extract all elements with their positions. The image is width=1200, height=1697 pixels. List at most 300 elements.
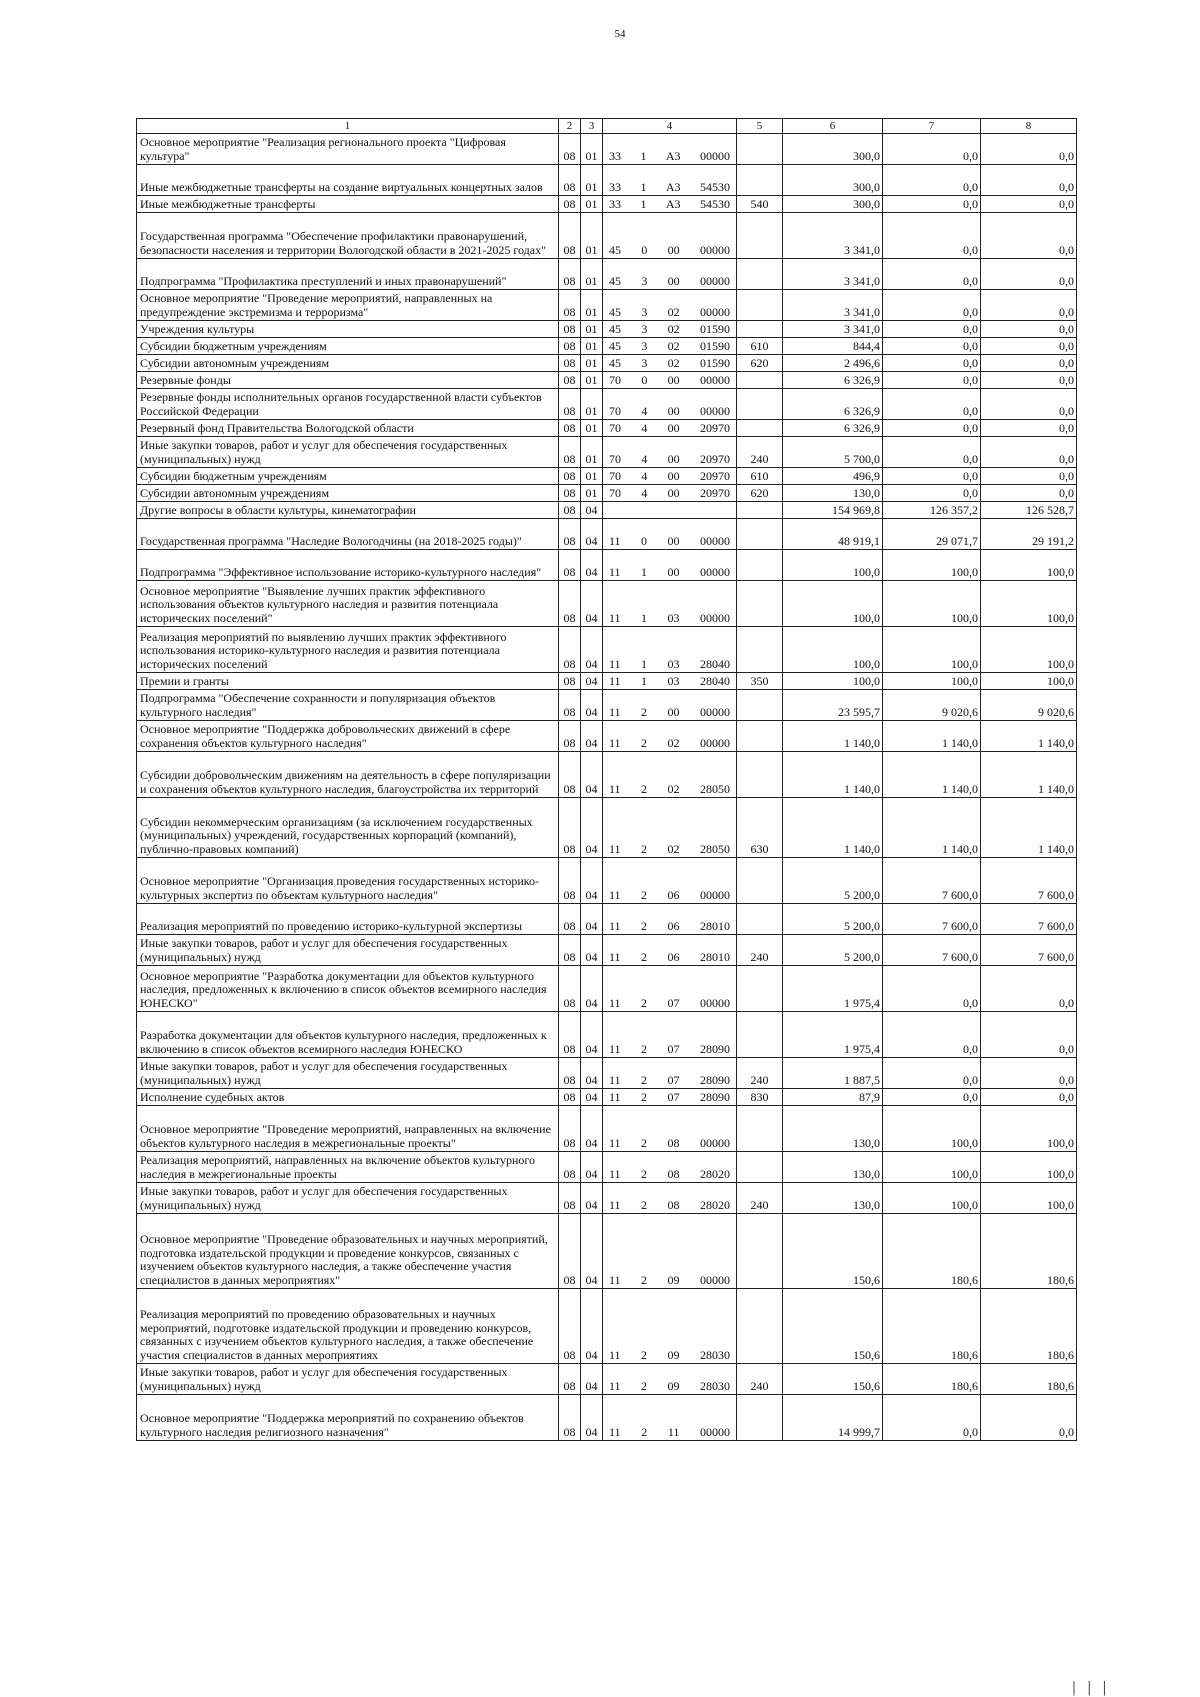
target-article-part: 00 [667,534,680,549]
table-row [137,372,1077,389]
subsection-code: 04 [581,1289,603,1364]
table-row [137,581,1077,627]
section-code: 08 [559,550,581,581]
target-article-part: 11 [609,1136,621,1151]
amount-2021: 150,6 [783,1289,883,1364]
expense-type-code: 830 [737,1089,783,1106]
amount-2021: 3 341,0 [783,213,883,259]
amount-2021: 23 595,7 [783,690,883,721]
target-article-parts [603,566,736,580]
target-article-part: 28050 [699,842,730,857]
section-code: 08 [559,134,581,165]
target-article-part: 2 [641,1136,648,1151]
table-row [137,673,1077,690]
table-row [137,798,1077,858]
table-row [137,966,1077,1012]
expense-type-code [737,1152,783,1183]
target-article-part: 02 [667,842,680,857]
table-row [137,1058,1077,1089]
subsection-code: 04 [581,935,603,966]
target-article-part: 1 [640,180,647,195]
target-article-part: 00 [667,373,680,388]
target-article-part: 02 [667,305,680,320]
target-article-code [603,858,737,904]
target-article-part: 00 [667,565,680,580]
target-article-part: А3 [665,149,681,164]
target-article-parts [603,1274,736,1288]
expense-type-code [737,213,783,259]
amount-2023: 0,0 [981,468,1077,485]
section-code: 08 [559,1152,581,1183]
row-name: Иные межбюджетные трансферты [137,196,559,213]
subsection-code: 04 [581,673,603,690]
target-article-part: 11 [609,1425,621,1440]
amount-2022: 100,0 [883,1183,981,1214]
row-name: Основное мероприятие "Проведение образовательных и научных мероприятий, подготовка издательской продукции и проведение конкурсов, связанных с изучением объектов культурного наследия, а также обеспечение участия специалистов в данных мероприятиях" [137,1214,559,1289]
target-article-part: 11 [609,1273,621,1288]
target-article-parts [603,453,736,467]
amount-2022: 0,0 [883,213,981,259]
section-code: 08 [559,259,581,290]
target-article-code [603,196,737,213]
row-name: Основное мероприятие "Проведение мероприятий, направленных на включение объектов культурного наследия в межрегиональные проекты" [137,1106,559,1152]
target-article-part: 28090 [699,1042,730,1057]
target-article-part: 4 [641,421,648,436]
amount-2021: 130,0 [783,1183,883,1214]
section-code: 08 [559,321,581,338]
table-row [137,1012,1077,1058]
amount-2022: 100,0 [883,581,981,627]
target-article-parts [603,405,736,419]
amount-2023: 100,0 [981,550,1077,581]
target-article-part: 28030 [699,1348,730,1363]
target-article-code [603,372,737,389]
amount-2021: 300,0 [783,196,883,213]
row-name: Реализация мероприятий по проведению образовательных и научных мероприятий, подготовке издательской продукции и проведению конкурсов, связанных с изучением объектов культурного наследия, а также обеспечение участия специалистов в данных мероприятиях [137,1289,559,1364]
row-name: Реализация мероприятий по выявлению лучших практик эффективного использования историко-культурного наследия и развития потенциала исторических поселений [137,627,559,673]
amount-2021: 150,6 [783,1364,883,1395]
column-header: 8 [981,119,1077,134]
expense-type-code: 240 [737,1058,783,1089]
target-article-part: 02 [667,736,680,751]
target-article-parts [603,706,736,720]
target-article-part: 00000 [699,404,730,419]
target-article-part: 00 [667,452,680,467]
amount-2023: 9 020,6 [981,690,1077,721]
target-article-part: 11 [609,705,621,720]
target-article-part: 70 [609,452,621,467]
amount-2022: 7 600,0 [883,904,981,935]
target-article-parts [603,997,736,1011]
target-article-part: 1 [641,565,648,580]
target-article-part: 11 [609,1073,621,1088]
target-article-part: 08 [667,1198,680,1213]
section-code: 08 [559,1106,581,1152]
target-article-part: 11 [609,736,621,751]
subsection-code: 04 [581,1152,603,1183]
section-code: 08 [559,673,581,690]
target-article-part: 00000 [700,1425,730,1440]
table-row [137,1364,1077,1395]
subsection-code: 04 [581,1214,603,1289]
section-code: 08 [559,798,581,858]
target-article-part: 03 [667,657,680,672]
target-article-part: 45 [609,322,621,337]
target-article-code [603,519,737,550]
table-row [137,437,1077,468]
subsection-code: 01 [581,134,603,165]
table-row [137,213,1077,259]
amount-2023: 180,6 [981,1289,1077,1364]
section-code: 08 [559,1214,581,1289]
target-article-part: 00000 [699,534,730,549]
section-code: 08 [559,338,581,355]
section-code: 08 [559,502,581,519]
target-article-part: 1 [641,611,648,626]
amount-2022: 100,0 [883,673,981,690]
amount-2023: 0,0 [981,355,1077,372]
target-article-code [603,1289,737,1364]
section-code: 08 [559,581,581,627]
table-row [137,259,1077,290]
amount-2021: 100,0 [783,627,883,673]
target-article-part: 07 [667,996,680,1011]
target-article-part: 00000 [699,243,730,258]
target-article-part: 45 [609,305,621,320]
target-article-code [603,673,737,690]
target-article-part: 2 [641,1042,648,1057]
target-article-part: 00000 [699,149,730,164]
target-article-parts [603,920,736,934]
amount-2023: 180,6 [981,1364,1077,1395]
target-article-part: 02 [667,356,680,371]
target-article-code [603,966,737,1012]
target-article-part: 2 [641,950,648,965]
target-article-part: 11 [609,996,621,1011]
expense-type-code: 610 [737,338,783,355]
subsection-code: 04 [581,752,603,798]
expense-type-code [737,752,783,798]
amount-2022: 0,0 [883,134,981,165]
target-article-part: 2 [641,1348,648,1363]
amount-2023: 100,0 [981,581,1077,627]
section-code: 08 [559,290,581,321]
row-name: Субсидии автономным учреждениям [137,485,559,502]
target-article-part: 07 [667,1090,680,1105]
target-article-part: 11 [609,1042,621,1057]
target-article-part: 00000 [699,996,730,1011]
subsection-code: 01 [581,259,603,290]
table-row [137,420,1077,437]
row-name: Реализация мероприятий, направленных на включение объектов культурного наследия в межрегиональные проекты [137,1152,559,1183]
section-code: 08 [559,468,581,485]
row-name: Другие вопросы в области культуры, кинематографии [137,502,559,519]
amount-2023: 0,0 [981,1058,1077,1089]
target-article-part: 11 [609,1198,621,1213]
amount-2022: 9 020,6 [883,690,981,721]
target-article-part: 02 [667,322,680,337]
target-article-part: 4 [641,486,648,501]
amount-2023: 0,0 [981,213,1077,259]
table-row [137,752,1077,798]
target-article-parts [603,1199,736,1213]
target-article-part: 07 [667,1073,680,1088]
amount-2023: 100,0 [981,673,1077,690]
amount-2023: 1 140,0 [981,721,1077,752]
row-name: Государственная программа "Обеспечение профилактики правонарушений, безопасности населения и территории Вологодской области в 2021-2025 годах" [137,213,559,259]
expense-type-code: 240 [737,1364,783,1395]
expense-type-code [737,690,783,721]
expense-type-code [737,1012,783,1058]
row-name: Подпрограмма "Обеспечение сохранности и популяризация объектов культурного наследия" [137,690,559,721]
target-article-code [603,627,737,673]
amount-2023: 7 600,0 [981,858,1077,904]
expense-type-code: 350 [737,673,783,690]
amount-2023: 0,0 [981,196,1077,213]
target-article-parts [603,1043,736,1057]
target-article-parts [603,843,736,857]
amount-2023: 0,0 [981,134,1077,165]
expense-type-code [737,550,783,581]
column-header: 6 [783,119,883,134]
amount-2022: 0,0 [883,966,981,1012]
amount-2023: 7 600,0 [981,935,1077,966]
expense-type-code: 610 [737,468,783,485]
section-code: 08 [559,355,581,372]
target-article-part: 2 [641,888,648,903]
amount-2021: 496,9 [783,468,883,485]
target-article-code [603,502,737,519]
amount-2021: 300,0 [783,165,883,196]
subsection-code: 04 [581,798,603,858]
table-row [137,338,1077,355]
amount-2023: 0,0 [981,1089,1077,1106]
amount-2021: 1 887,5 [783,1058,883,1089]
amount-2021: 5 200,0 [783,858,883,904]
target-article-part: 2 [641,1273,648,1288]
target-article-code [603,134,737,165]
target-article-part: 00 [667,404,680,419]
target-article-code [603,355,737,372]
amount-2023: 0,0 [981,966,1077,1012]
amount-2021: 5 200,0 [783,935,883,966]
section-code: 08 [559,1058,581,1089]
table-row [137,485,1077,502]
expense-type-code [737,904,783,935]
amount-2023: 100,0 [981,1183,1077,1214]
target-article-part: 28090 [699,1090,730,1105]
amount-2023: 0,0 [981,321,1077,338]
target-article-part: 70 [609,373,621,388]
target-article-parts [603,783,736,797]
section-code: 08 [559,904,581,935]
target-article-part: 06 [667,919,680,934]
target-article-part: 00 [667,243,680,258]
target-article-part: 09 [667,1273,680,1288]
target-article-part: 0 [641,373,648,388]
amount-2022: 0,0 [883,196,981,213]
target-article-part: 06 [667,888,680,903]
subsection-code: 01 [581,165,603,196]
subsection-code: 01 [581,290,603,321]
row-name: Субсидии некоммерческим организациям (за исключением государственных (муниципальных) учреждений, государственных корпораций (компаний), публично-правовых компаний) [137,798,559,858]
amount-2022: 29 071,7 [883,519,981,550]
target-article-code [603,721,737,752]
amount-2021: 100,0 [783,673,883,690]
target-article-part: 33 [609,180,621,195]
table-row [137,1183,1077,1214]
target-article-code [603,290,737,321]
column-header: 5 [737,119,783,134]
amount-2022: 0,0 [883,372,981,389]
target-article-parts [603,181,736,195]
section-code: 08 [559,1289,581,1364]
subsection-code: 01 [581,338,603,355]
table-row [137,321,1077,338]
target-article-part: 1 [641,674,648,689]
target-article-part: 20970 [699,421,730,436]
section-code: 08 [559,165,581,196]
row-name: Основное мероприятие "Реализация регионального проекта "Цифровая культура" [137,134,559,165]
amount-2021: 100,0 [783,581,883,627]
table-row [137,502,1077,519]
amount-2023: 100,0 [981,1106,1077,1152]
amount-2023: 0,0 [981,259,1077,290]
amount-2021: 6 326,9 [783,420,883,437]
target-article-parts [603,675,736,689]
amount-2022: 0,0 [883,1395,981,1441]
row-name: Резервный фонд Правительства Вологодской области [137,420,559,437]
target-article-part: 08 [667,1136,680,1151]
target-article-code [603,1089,737,1106]
expense-type-code [737,1289,783,1364]
expense-type-code [737,321,783,338]
row-name: Субсидии бюджетным учреждениям [137,468,559,485]
amount-2021: 5 700,0 [783,437,883,468]
target-article-part: 4 [641,452,648,467]
amount-2022: 0,0 [883,165,981,196]
subsection-code: 01 [581,485,603,502]
amount-2022: 0,0 [883,355,981,372]
target-article-part: 00000 [699,888,730,903]
table-row [137,1214,1077,1289]
target-article-code [603,437,737,468]
target-article-part: А3 [665,197,681,212]
target-article-code [603,213,737,259]
target-article-part: 20970 [699,486,730,501]
amount-2021: 154 969,8 [783,502,883,519]
amount-2023: 0,0 [981,372,1077,389]
amount-2021: 1 975,4 [783,966,883,1012]
subsection-code: 01 [581,196,603,213]
target-article-part: 11 [609,1348,621,1363]
target-article-part: А3 [665,180,681,195]
target-article-code [603,338,737,355]
target-article-part: 2 [641,1379,648,1394]
row-name: Субсидии автономным учреждениям [137,355,559,372]
subsection-code: 01 [581,321,603,338]
scan-edge-marks: | | | [1072,1679,1110,1696]
table-row [137,196,1077,213]
column-header: 4 [603,119,737,134]
table-row [137,134,1077,165]
expense-type-code [737,420,783,437]
subsection-code: 01 [581,372,603,389]
target-article-part: 3 [641,339,648,354]
target-article-part: 11 [609,1167,621,1182]
target-article-part: 09 [667,1379,680,1394]
target-article-part: 0 [641,243,648,258]
amount-2022: 7 600,0 [883,858,981,904]
amount-2023: 0,0 [981,485,1077,502]
target-article-code [603,165,737,196]
row-name: Исполнение судебных актов [137,1089,559,1106]
expense-type-code [737,134,783,165]
subsection-code: 01 [581,468,603,485]
target-article-part: 28010 [699,919,730,934]
target-article-code [603,1106,737,1152]
amount-2022: 100,0 [883,1152,981,1183]
amount-2022: 0,0 [883,485,981,502]
section-code: 08 [559,721,581,752]
subsection-code: 04 [581,1012,603,1058]
target-article-part: 28020 [699,1167,730,1182]
amount-2022: 0,0 [883,389,981,420]
expense-type-code [737,372,783,389]
table-row [137,1106,1077,1152]
row-name: Иные межбюджетные трансферты на создание виртуальных концертных залов [137,165,559,196]
target-article-part: 00000 [699,1273,730,1288]
table-row [137,904,1077,935]
row-name: Резервные фонды исполнительных органов государственной власти субъектов Российской Федерации [137,389,559,420]
expense-type-code: 540 [737,196,783,213]
target-article-part: 11 [609,674,621,689]
target-article-part: 1 [640,149,647,164]
amount-2023: 0,0 [981,338,1077,355]
target-article-part: 2 [641,782,648,797]
target-article-part: 09 [667,1348,680,1363]
amount-2021: 6 326,9 [783,389,883,420]
section-code: 08 [559,389,581,420]
target-article-part: 28090 [699,1073,730,1088]
row-name: Субсидии добровольческим движениям на деятельность в сфере популяризации и сохранения объектов культурного наследия, благоустройства их территорий [137,752,559,798]
target-article-part: 20970 [699,469,730,484]
amount-2022: 100,0 [883,550,981,581]
section-code: 08 [559,437,581,468]
amount-2022: 1 140,0 [883,752,981,798]
row-name: Иные закупки товаров, работ и услуг для обеспечения государственных (муниципальных) нужд [137,437,559,468]
target-article-parts [603,422,736,436]
target-article-part: 2 [641,919,648,934]
row-name: Основное мероприятие "Поддержка добровольческих движений в сфере сохранения объектов культурного наследия" [137,721,559,752]
target-article-part: 2 [641,1090,648,1105]
target-article-code [603,389,737,420]
table-row [137,290,1077,321]
table-row [137,165,1077,196]
table-row [137,550,1077,581]
subsection-code: 04 [581,1058,603,1089]
row-name: Иные закупки товаров, работ и услуг для обеспечения государственных (муниципальных) нужд [137,1058,559,1089]
section-code: 08 [559,935,581,966]
subsection-code: 04 [581,721,603,752]
target-article-code [603,468,737,485]
target-article-code [603,485,737,502]
target-article-part: 11 [609,534,621,549]
target-article-part: 00000 [699,373,730,388]
target-article-parts [603,612,736,626]
table-row [137,935,1077,966]
amount-2022: 0,0 [883,338,981,355]
